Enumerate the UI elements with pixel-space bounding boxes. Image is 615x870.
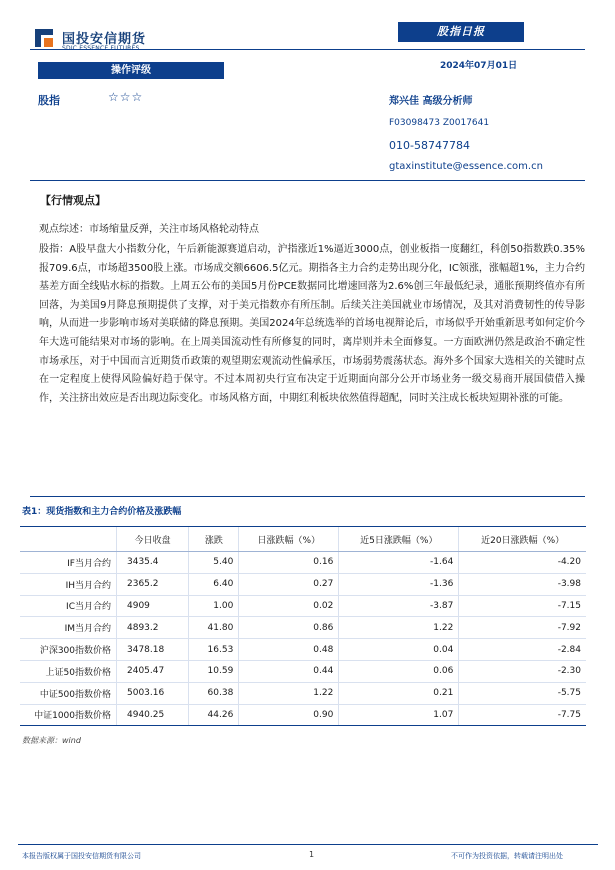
value-cell: 0.27 (239, 573, 339, 595)
rating-band: 操作评级 (38, 62, 224, 79)
summary-line: 观点综述：市场缩量反弹，关注市场风格轮动特点 (39, 224, 259, 235)
value-cell: 6.40 (189, 573, 239, 595)
row-label-cell: IM当月合约 (20, 617, 117, 639)
value-cell: 60.38 (189, 682, 239, 704)
value-cell: 0.44 (239, 660, 339, 682)
value-cell: -3.87 (339, 595, 459, 617)
header-cell: 近20日涨跌幅（%） (459, 527, 586, 552)
company-logo-name: 国投安信期货 (62, 32, 147, 47)
row-label-cell: IC当月合约 (20, 595, 117, 617)
value-cell: -5.75 (459, 682, 586, 704)
header-cell: 今日收盘 (117, 527, 189, 552)
header-cell (20, 527, 117, 552)
value-cell: 1.22 (239, 682, 339, 704)
table-row (20, 595, 586, 617)
value-cell: 1.22 (339, 617, 459, 639)
rating-item-label: 股指 (38, 94, 60, 107)
table-row (20, 573, 586, 595)
section-title: 【行情观点】 (40, 194, 106, 207)
footer-divider (18, 844, 598, 845)
rating-stars: ☆☆☆ (108, 90, 144, 104)
value-cell: -7.92 (459, 617, 586, 639)
table-row (20, 660, 586, 682)
table-row (20, 682, 586, 704)
table-row (20, 617, 586, 639)
header-cell: 涨跌 (189, 527, 239, 552)
value-cell: 4940.25 (117, 704, 189, 726)
value-cell: 0.86 (239, 617, 339, 639)
data-source: 数据来源：wind (22, 736, 81, 745)
value-cell: 10.59 (189, 660, 239, 682)
value-cell: 1.00 (189, 595, 239, 617)
row-label-cell: 沪深300指数价格 (20, 639, 117, 661)
value-cell: 0.16 (239, 552, 339, 574)
value-cell: 4893.2 (117, 617, 189, 639)
value-cell: 2405.47 (117, 660, 189, 682)
page-number: 1 (309, 850, 315, 859)
analyst-phone: 010-58747784 (389, 139, 470, 152)
footer-copyright: 本报告版权属于国投安信期货有限公司 (22, 852, 141, 860)
report-type-badge: 股指日报 (398, 22, 524, 42)
market-commentary: 股指：A股早盘大小指数分化，午后新能源赛道启动，沪指涨近1%逼近3000点，创业板指一度翻红，科创50指数跌0.35%报709.6点，市场超3500股上涨。市场成交额6606.5亿元。期指各主力合约走势出现分化，IC领涨，涨幅超1%，主力合约基差方面全线贴水标的指数。上周五公布的美国5月份PCE数据同比增速回落为2.6%创三年最低纪录，通胀预期终值亦有所回落，为美国9月降息预期提供了支撑，对于美元指数亦有所压制。后续关注美国就业市场情况，及其对消费韧性的传导影响，从而进一步影响市场对美联储的降息预期。美国2024年总统选举的首场电视辩论后，市场似乎开始重新思考如何定价今年大选可能结果对市场的影响。在上周美国流动性有所修复的同时，离岸则并未全面修复。一方面欧洲仍然是政治不确定性市场承压，对于中国而言近期货币政策的观望期宏观流动性偏承压，市场弱势震荡状态。海外多个国家大选相关的关键时点在一定程度上使得风险偏好趋于保守。不过本周初央行宣布决定于近期面向部分公开市场业务一级交易商开展国债借入操作，关注挤出效应是否出现边际变化。市场风格方面，中期红利板块依然值得超配，同时关注成长板块短期补涨的可能。 (39, 244, 585, 404)
value-cell: 0.04 (339, 639, 459, 661)
row-label-cell: IF当月合约 (20, 552, 117, 574)
value-cell: 4909 (117, 595, 189, 617)
header-cell: 日涨跌幅（%） (239, 527, 339, 552)
value-cell: -7.75 (459, 704, 586, 726)
value-cell: 3478.18 (117, 639, 189, 661)
analyst-email[interactable]: gtaxinstitute@essence.com.cn (389, 161, 543, 172)
table-row (20, 552, 586, 574)
report-date: 2024年07月01日 (440, 61, 518, 71)
table-row (20, 639, 586, 661)
price-table (20, 526, 586, 726)
row-label-cell: 上证50指数价格 (20, 660, 117, 682)
header-cell: 近5日涨跌幅（%） (339, 527, 459, 552)
header-divider (30, 49, 585, 50)
value-cell: -2.84 (459, 639, 586, 661)
footer-disclaimer: 不可作为投资依据，转载请注明出处 (451, 852, 563, 860)
value-cell: -1.64 (339, 552, 459, 574)
value-cell: 0.90 (239, 704, 339, 726)
row-label-cell: IH当月合约 (20, 573, 117, 595)
value-cell: -4.20 (459, 552, 586, 574)
analyst-name: 郑兴佳 高级分析师 (389, 96, 473, 107)
value-cell: 5003.16 (117, 682, 189, 704)
section-divider (30, 180, 585, 181)
value-cell: -7.15 (459, 595, 586, 617)
row-label-cell: 中证500指数价格 (20, 682, 117, 704)
value-cell: -2.30 (459, 660, 586, 682)
value-cell: 0.06 (339, 660, 459, 682)
value-cell: 3435.4 (117, 552, 189, 574)
value-cell: 0.21 (339, 682, 459, 704)
analyst-certificate: F03098473 Z0017641 (389, 118, 490, 128)
value-cell: 16.53 (189, 639, 239, 661)
table-title: 表1：现货指数和主力合约价格及涨跌幅 (22, 507, 182, 517)
value-cell: -1.36 (339, 573, 459, 595)
value-cell: -3.98 (459, 573, 586, 595)
table-divider (30, 496, 585, 497)
row-label-cell: 中证1000指数价格 (20, 704, 117, 726)
value-cell: 41.80 (189, 617, 239, 639)
value-cell: 0.48 (239, 639, 339, 661)
value-cell: 2365.2 (117, 573, 189, 595)
value-cell: 0.02 (239, 595, 339, 617)
table-row (20, 704, 586, 726)
table-header-row (20, 527, 586, 552)
sdic-logo-icon (33, 27, 55, 49)
value-cell: 1.07 (339, 704, 459, 726)
value-cell: 5.40 (189, 552, 239, 574)
value-cell: 44.26 (189, 704, 239, 726)
